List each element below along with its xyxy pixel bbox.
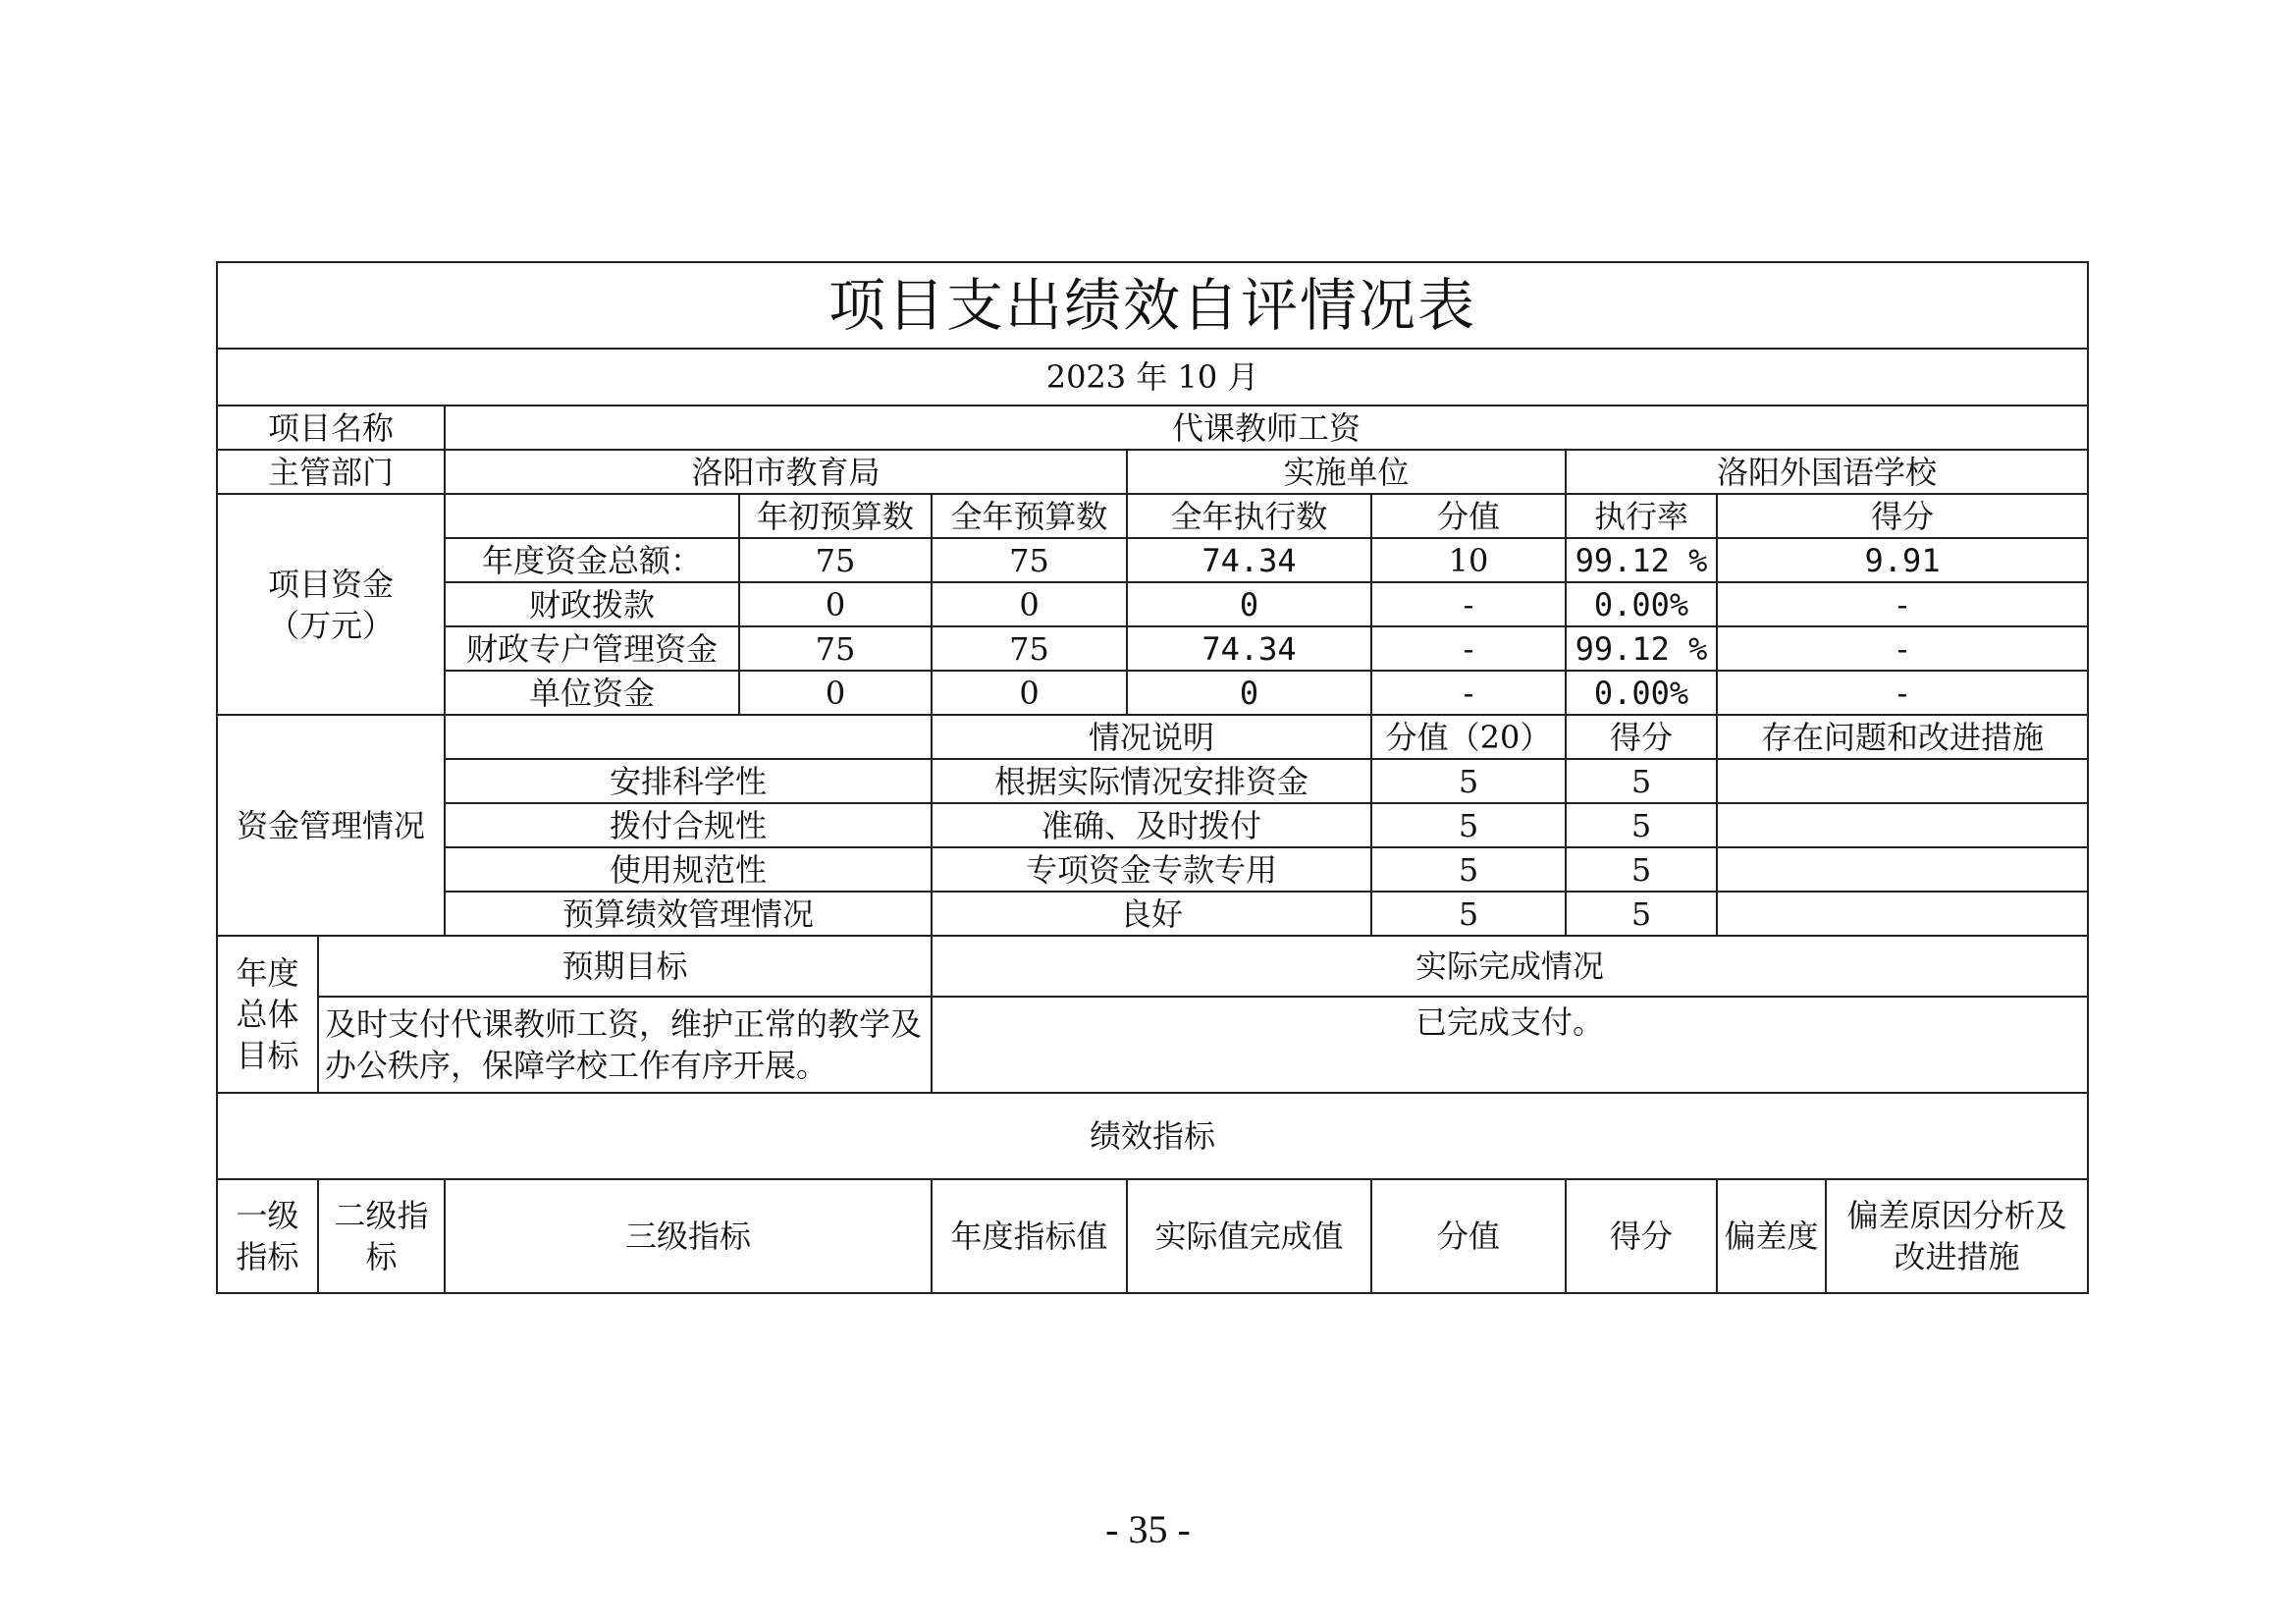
perf-header-level2: 二级指标 [318, 1179, 445, 1293]
funds-row [217, 538, 2088, 582]
funds-row-annual: 75 [932, 538, 1127, 582]
funds-row [217, 582, 2088, 626]
management-row [217, 847, 2088, 892]
perf-header-deviation: 偏差度 [1717, 1179, 1826, 1293]
management-row-desc: 根据实际情况安排资金 [932, 759, 1371, 803]
funds-row-rate: 0.00% [1566, 671, 1717, 715]
goals-actual-text: 已完成支付。 [932, 997, 2088, 1093]
page-number: - 35 - [1105, 1507, 1191, 1551]
management-row-item: 预算绩效管理情况 [445, 892, 932, 936]
management-row-item: 使用规范性 [445, 847, 932, 892]
dept-value: 洛阳市教育局 [445, 450, 1127, 494]
management-row-value: 5 [1371, 759, 1566, 803]
management-row-value: 5 [1371, 803, 1566, 847]
funds-header-initial: 年初预算数 [739, 494, 932, 538]
goals-expected-text: 及时支付代课教师工资，维护正常的教学及办公秩序，保障学校工作有序开展。 [318, 997, 932, 1093]
management-row-score: 5 [1566, 892, 1717, 936]
management-row-item: 拨付合规性 [445, 803, 932, 847]
management-label: 资金管理情况 [217, 715, 445, 936]
funds-row-score-value: - [1371, 626, 1566, 671]
funds-row [217, 626, 2088, 671]
management-header-desc: 情况说明 [932, 715, 1371, 759]
funds-row-rate: 99.12 % [1566, 626, 1717, 671]
dept-label: 主管部门 [217, 450, 445, 494]
funds-row-initial: 75 [739, 626, 932, 671]
funds-row-score-value: - [1371, 671, 1566, 715]
funds-row-score-value: 10 [1371, 538, 1566, 582]
management-header-blank [445, 715, 932, 759]
funds-row-rate: 99.12 % [1566, 538, 1717, 582]
management-row-desc: 良好 [932, 892, 1371, 936]
self-evaluation-table [216, 261, 2089, 1294]
funds-row-rate: 0.00% [1566, 582, 1717, 626]
management-row-score: 5 [1566, 759, 1717, 803]
funds-row-score: - [1717, 582, 2088, 626]
funds-header-blank [445, 494, 739, 538]
project-name-value: 代课教师工资 [445, 406, 2088, 450]
management-row-desc: 专项资金专款专用 [932, 847, 1371, 892]
funds-row-annual: 0 [932, 671, 1127, 715]
funds-row-executed: 0 [1127, 582, 1371, 626]
management-row-score: 5 [1566, 803, 1717, 847]
perf-header-score: 得分 [1566, 1179, 1717, 1293]
funds-row-score: - [1717, 626, 2088, 671]
funds-header-score-value: 分值 [1371, 494, 1566, 538]
perf-header-annual-target: 年度指标值 [932, 1179, 1127, 1293]
management-row-desc: 准确、及时拨付 [932, 803, 1371, 847]
perf-header-score-value: 分值 [1371, 1179, 1566, 1293]
funds-row-score-value: - [1371, 582, 1566, 626]
perf-header-actual-value: 实际值完成值 [1127, 1179, 1371, 1293]
funds-row-initial: 0 [739, 582, 932, 626]
perf-header-level3: 三级指标 [445, 1179, 932, 1293]
funds-row-initial: 75 [739, 538, 932, 582]
funds-row-name: 财政拨款 [445, 582, 739, 626]
report-date: 2023 年 10 月 [217, 349, 2088, 406]
management-row-item: 安排科学性 [445, 759, 932, 803]
funds-header-executed: 全年执行数 [1127, 494, 1371, 538]
management-row [217, 803, 2088, 847]
management-header-issue: 存在问题和改进措施 [1717, 715, 2088, 759]
management-row-issue [1717, 759, 2088, 803]
management-row-issue [1717, 803, 2088, 847]
funds-row-score: - [1717, 671, 2088, 715]
management-row-value: 5 [1371, 847, 1566, 892]
funds-row-executed: 74.34 [1127, 538, 1371, 582]
funds-label-line1: 项目资金 [267, 565, 394, 603]
funds-row-annual: 0 [932, 582, 1127, 626]
table-title: 项目支出绩效自评情况表 [217, 262, 2088, 349]
funds-row-name: 财政专户管理资金 [445, 626, 739, 671]
funds-header-score: 得分 [1717, 494, 2088, 538]
management-row [217, 759, 2088, 803]
management-row-issue [1717, 847, 2088, 892]
funds-header-annual: 全年预算数 [932, 494, 1127, 538]
management-row-value: 5 [1371, 892, 1566, 936]
perf-header-level1: 一级指标 [217, 1179, 318, 1293]
unit-value: 洛阳外国语学校 [1566, 450, 2088, 494]
funds-label [217, 494, 445, 715]
funds-row-executed: 0 [1127, 671, 1371, 715]
goals-actual-header: 实际完成情况 [932, 936, 2088, 997]
management-header-value: 分值（20） [1371, 715, 1566, 759]
performance-title: 绩效指标 [217, 1093, 2088, 1179]
funds-row-score: 9.91 [1717, 538, 2088, 582]
funds-header-rate: 执行率 [1566, 494, 1717, 538]
goals-expected-header: 预期目标 [318, 936, 932, 997]
management-row [217, 892, 2088, 936]
funds-row-initial: 0 [739, 671, 932, 715]
project-name-label: 项目名称 [217, 406, 445, 450]
management-header-score: 得分 [1566, 715, 1717, 759]
unit-label: 实施单位 [1127, 450, 1566, 494]
management-row-score: 5 [1566, 847, 1717, 892]
funds-row-name: 单位资金 [445, 671, 739, 715]
funds-row-executed: 74.34 [1127, 626, 1371, 671]
management-row-issue [1717, 892, 2088, 936]
goals-label: 年度总体目标 [217, 936, 318, 1093]
perf-header-deviation-reason: 偏差原因分析及改进措施 [1826, 1179, 2088, 1293]
funds-label-line2: （万元） [267, 606, 394, 644]
funds-row-name: 年度资金总额： [445, 538, 739, 582]
funds-row [217, 671, 2088, 715]
funds-row-annual: 75 [932, 626, 1127, 671]
